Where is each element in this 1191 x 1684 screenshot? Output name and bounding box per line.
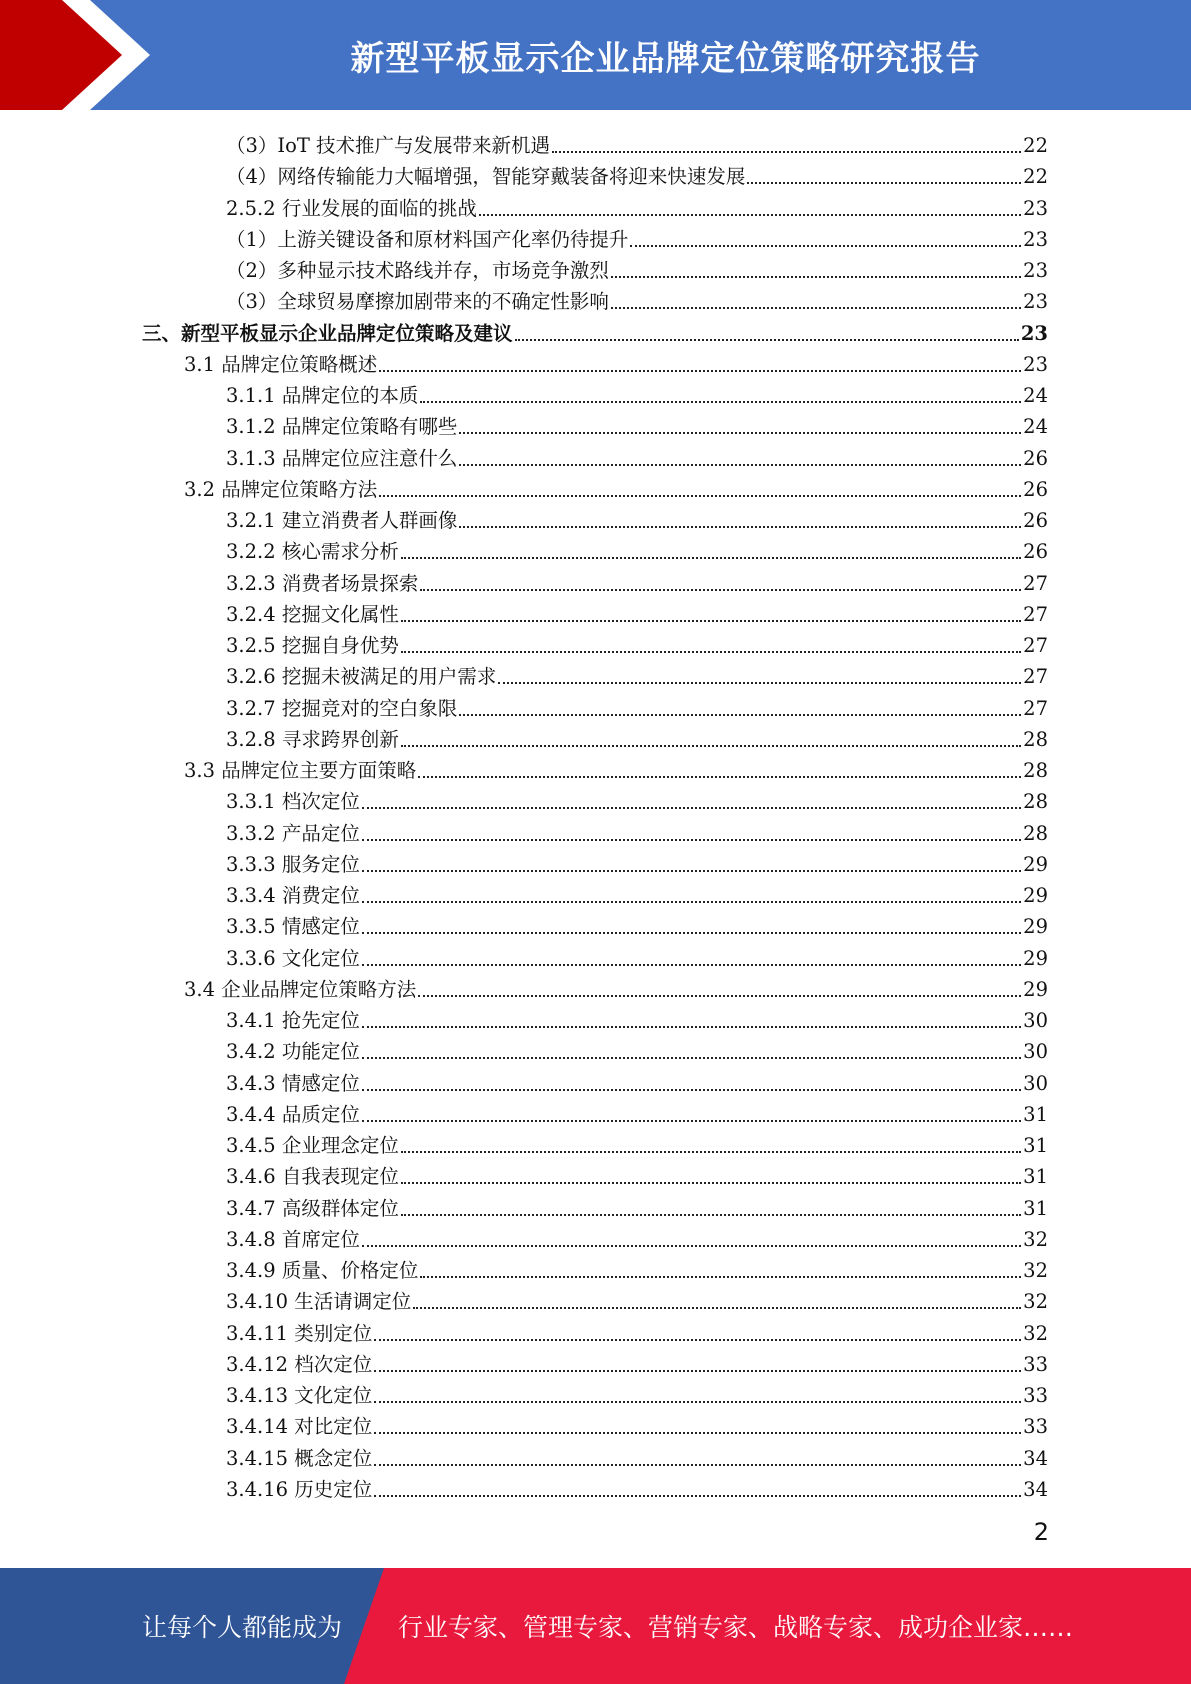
toc-entry-title: 3.2.7 挖掘竞对的空白象限 — [226, 696, 458, 720]
toc-entry[interactable] — [226, 1222, 1048, 1253]
toc-entry-page: 29 — [1023, 977, 1048, 1001]
toc-entry[interactable] — [226, 1472, 1048, 1503]
toc-dot-leader — [362, 900, 1021, 903]
toc-dot-leader — [362, 806, 1021, 809]
toc-entry[interactable] — [184, 753, 1048, 784]
toc-entry[interactable] — [226, 1441, 1048, 1472]
toc-entry-page: 32 — [1023, 1321, 1048, 1345]
toc-entry-title: 3.2.4 挖掘文化属性 — [226, 602, 399, 626]
toc-entry-page: 24 — [1023, 384, 1048, 407]
toc-entry-title: 3.3.3 服务定位 — [226, 852, 360, 876]
toc-entry[interactable] — [226, 1128, 1048, 1159]
toc-entry[interactable] — [226, 1034, 1048, 1065]
toc-entry[interactable] — [226, 441, 1048, 472]
toc-dot-leader — [459, 525, 1021, 528]
toc-entry-page: 22 — [1023, 134, 1048, 157]
toc-entry[interactable] — [226, 191, 1048, 222]
toc-dot-leader — [459, 713, 1021, 716]
toc-entry[interactable] — [226, 1316, 1048, 1347]
toc-entry-page: 31 — [1023, 1165, 1048, 1189]
toc-dot-leader — [611, 275, 1021, 278]
toc-entry[interactable] — [226, 659, 1048, 690]
toc-entry-title: 3.2.1 建立消费者人群画像 — [226, 509, 458, 532]
toc-entry[interactable] — [142, 316, 1048, 347]
toc-entry[interactable] — [226, 784, 1048, 815]
toc-entry[interactable] — [226, 816, 1048, 847]
toc-dot-leader — [362, 838, 1021, 841]
toc-entry-page: 32 — [1023, 1259, 1048, 1282]
toc-entry-title: 3.3.6 文化定位 — [226, 946, 360, 970]
toc-entry[interactable] — [226, 1097, 1048, 1128]
toc-dot-leader — [362, 963, 1021, 966]
toc-entry[interactable] — [184, 972, 1048, 1003]
toc-entry-page: 31 — [1023, 1134, 1048, 1157]
toc-entry-page: 26 — [1023, 540, 1048, 564]
toc-dot-leader — [362, 931, 1021, 934]
toc-entry-title: 3.1.2 品牌定位策略有哪些 — [226, 415, 458, 439]
toc-dot-leader — [374, 1338, 1021, 1341]
toc-entry-page: 30 — [1023, 1009, 1048, 1032]
toc-entry-page: 23 — [1023, 259, 1048, 282]
toc-entry-title: 3.4.11 类别定位 — [226, 1321, 373, 1345]
toc-dot-leader — [459, 431, 1021, 434]
toc-entry[interactable] — [226, 159, 1048, 190]
toc-entry-page: 30 — [1023, 1071, 1048, 1095]
toc-entry-title: 3.2 品牌定位策略方法 — [184, 477, 378, 501]
toc-entry-title: 3.4.2 功能定位 — [226, 1040, 360, 1064]
toc-entry-page: 31 — [1023, 1102, 1048, 1126]
toc-entry[interactable] — [226, 847, 1048, 878]
toc-entry-title: 3.2.8 寻求跨界创新 — [226, 727, 399, 751]
toc-dot-leader — [498, 681, 1021, 684]
toc-entry[interactable] — [226, 1347, 1048, 1378]
toc-entry-title: 3.2.2 核心需求分析 — [226, 540, 399, 564]
toc-entry-title: （3）IoT 技术推广与发展带来新机遇 — [226, 134, 551, 157]
toc-entry-page: 30 — [1023, 1040, 1048, 1064]
toc-entry-page: 23 — [1020, 321, 1048, 345]
toc-entry-title: 三、新型平板显示企业品牌定位策略及建议 — [142, 321, 513, 345]
toc-entry-title: 3.1 品牌定位策略概述 — [184, 352, 378, 376]
toc-entry-page: 23 — [1023, 290, 1048, 314]
toc-entry-title: 3.4.9 质量、价格定位 — [226, 1259, 419, 1282]
toc-entry-title: 3.4.16 历史定位 — [226, 1477, 373, 1501]
toc-entry-title: 3.4.7 高级群体定位 — [226, 1196, 399, 1220]
toc-entry-page: 23 — [1023, 196, 1048, 220]
toc-entry[interactable] — [226, 1378, 1048, 1409]
toc-entry-page: 27 — [1023, 665, 1048, 689]
toc-entry[interactable] — [226, 566, 1048, 597]
toc-entry-page: 27 — [1023, 571, 1048, 595]
toc-entry[interactable] — [226, 378, 1048, 409]
toc-entry-title: （2）多种显示技术路线并存，市场竞争激烈 — [226, 259, 609, 282]
toc-entry[interactable] — [226, 1253, 1048, 1284]
toc-entry-page: 31 — [1023, 1196, 1048, 1220]
toc-entry[interactable] — [226, 222, 1048, 253]
toc-entry-page: 34 — [1023, 1477, 1048, 1501]
toc-entry-page: 33 — [1023, 1384, 1048, 1407]
toc-entry-title: 3.4.12 档次定位 — [226, 1352, 373, 1376]
toc-entry-page: 32 — [1023, 1290, 1048, 1314]
toc-dot-leader — [362, 1025, 1021, 1028]
toc-dot-leader — [401, 556, 1021, 559]
toc-entry-page: 23 — [1023, 227, 1048, 251]
toc-entry[interactable] — [226, 128, 1048, 159]
toc-dot-leader — [747, 181, 1021, 184]
toc-entry-title: （4）网络传输能力大幅增强，智能穿戴装备将迎来快速发展 — [226, 165, 746, 189]
toc-entry-title: （1）上游关键设备和原材料国产化率仍待提升 — [226, 227, 629, 251]
toc-entry-page: 27 — [1023, 634, 1048, 657]
document-title: 新型平板显示企业品牌定位策略研究报告 — [350, 38, 981, 79]
toc-dot-leader — [374, 1463, 1021, 1466]
toc-entry[interactable] — [226, 628, 1048, 659]
toc-entry-title: 3.4.4 品质定位 — [226, 1102, 360, 1126]
toc-entry-title: 3.4.15 概念定位 — [226, 1446, 373, 1470]
toc-dot-leader — [374, 1431, 1021, 1434]
toc-dot-leader — [362, 1244, 1021, 1247]
toc-dot-leader — [401, 1213, 1021, 1216]
toc-dot-leader — [401, 650, 1021, 653]
toc-entry-title: 3.4.14 对比定位 — [226, 1415, 373, 1439]
toc-entry[interactable] — [226, 722, 1048, 753]
toc-entry-page: 29 — [1023, 852, 1048, 876]
toc-entry-page: 22 — [1023, 165, 1048, 189]
toc-entry[interactable] — [226, 691, 1048, 722]
toc-entry[interactable] — [226, 1409, 1048, 1440]
toc-dot-leader — [401, 1181, 1021, 1184]
toc-entry[interactable] — [226, 534, 1048, 565]
toc-dot-leader — [611, 306, 1021, 309]
toc-entry-page: 33 — [1023, 1415, 1048, 1439]
toc-entry-page: 27 — [1023, 696, 1048, 720]
footer-slogan-right: 行业专家、管理专家、营销专家、战略专家、成功企业家…… — [398, 1613, 1074, 1642]
toc-dot-leader — [479, 213, 1021, 216]
toc-entry-page: 26 — [1023, 477, 1048, 501]
toc-entry-title: 3.4.13 文化定位 — [226, 1384, 373, 1407]
toc-entry-title: 3.4.3 情感定位 — [226, 1071, 360, 1095]
toc-entry-page: 24 — [1023, 415, 1048, 439]
toc-dot-leader — [374, 1400, 1021, 1403]
toc-entry[interactable] — [226, 409, 1048, 440]
toc-entry-title: 3.2.6 挖掘未被满足的用户需求 — [226, 665, 497, 689]
toc-entry-page: 28 — [1023, 790, 1048, 814]
toc-entry-title: 3.4.8 首席定位 — [226, 1227, 360, 1251]
toc-entry-title: 3.4 企业品牌定位策略方法 — [184, 977, 417, 1001]
toc-entry-page: 29 — [1023, 884, 1048, 907]
page-header — [0, 0, 1191, 110]
toc-entry-title: 2.5.2 行业发展的面临的挑战 — [226, 196, 477, 220]
toc-entry[interactable] — [226, 597, 1048, 628]
toc-dot-leader — [420, 1275, 1021, 1278]
toc-dot-leader — [401, 1150, 1021, 1153]
toc-entry-title: 3.2.3 消费者场景探索 — [226, 571, 419, 595]
toc-entry-page: 23 — [1023, 352, 1048, 376]
toc-entry-title: 3.3.1 档次定位 — [226, 790, 360, 814]
toc-dot-leader — [362, 1056, 1021, 1059]
toc-entry[interactable] — [226, 1159, 1048, 1190]
toc-entry[interactable] — [226, 1003, 1048, 1034]
toc-dot-leader — [630, 244, 1021, 247]
toc-entry-title: 3.4.1 抢先定位 — [226, 1009, 360, 1032]
toc-entry-page: 29 — [1023, 915, 1048, 939]
toc-dot-leader — [374, 1494, 1021, 1497]
toc-dot-leader — [379, 494, 1021, 497]
toc-dot-leader — [420, 588, 1021, 591]
toc-dot-leader — [374, 1369, 1021, 1372]
toc-entry-title: （3）全球贸易摩擦加剧带来的不确定性影响 — [226, 290, 609, 314]
toc-entry[interactable] — [226, 878, 1048, 909]
toc-entry-title: 3.4.6 自我表现定位 — [226, 1165, 399, 1189]
toc-entry[interactable] — [226, 1284, 1048, 1315]
toc-entry-page: 28 — [1023, 759, 1048, 782]
page-footer — [0, 1568, 1191, 1684]
page-number: 2 — [1033, 1518, 1049, 1546]
toc-entry[interactable] — [184, 347, 1048, 378]
toc-entry-page: 34 — [1023, 1446, 1048, 1470]
toc-dot-leader — [401, 619, 1021, 622]
toc-entry-page: 27 — [1023, 602, 1048, 626]
toc-entry-title: 3.1.1 品牌定位的本质 — [226, 384, 419, 407]
toc-entry-title: 3.3.5 情感定位 — [226, 915, 360, 939]
toc-entry-title: 3.3.4 消费定位 — [226, 884, 360, 907]
toc-entry-page: 29 — [1023, 946, 1048, 970]
toc-dot-leader — [459, 463, 1021, 466]
toc-entry[interactable] — [184, 472, 1048, 503]
toc-entry-title: 3.4.5 企业理念定位 — [226, 1134, 399, 1157]
toc-dot-leader — [362, 1119, 1021, 1122]
toc-dot-leader — [552, 150, 1021, 153]
toc-entry-page: 26 — [1023, 509, 1048, 532]
footer-slogan-left: 让每个人都能成为 — [142, 1613, 343, 1642]
toc-entry[interactable] — [226, 941, 1048, 972]
toc-entry-page: 28 — [1023, 821, 1048, 845]
toc-entry-title: 3.4.10 生活请调定位 — [226, 1290, 412, 1314]
toc-dot-leader — [401, 744, 1021, 747]
toc-dot-leader — [420, 400, 1021, 403]
toc-entry-title: 3.3.2 产品定位 — [226, 821, 360, 845]
toc-entry[interactable] — [226, 253, 1048, 284]
toc-dot-leader — [362, 1088, 1021, 1091]
toc-dot-leader — [413, 1306, 1021, 1309]
toc-dot-leader — [418, 994, 1021, 997]
toc-entry[interactable] — [226, 1191, 1048, 1222]
toc-dot-leader — [418, 775, 1021, 778]
toc-entry-page: 28 — [1023, 727, 1048, 751]
toc-entry[interactable] — [226, 503, 1048, 534]
toc-entry[interactable] — [226, 284, 1048, 315]
toc-entry-page: 32 — [1023, 1227, 1048, 1251]
toc-entry-page: 26 — [1023, 446, 1048, 470]
toc-entry-title: 3.2.5 挖掘自身优势 — [226, 634, 399, 657]
toc-dot-leader — [379, 369, 1021, 372]
toc-dot-leader — [515, 338, 1019, 341]
toc-entry-title: 3.1.3 品牌定位应注意什么 — [226, 446, 458, 470]
toc-entry-title: 3.3 品牌定位主要方面策略 — [184, 759, 417, 782]
toc-entry[interactable] — [226, 909, 1048, 940]
toc-entry[interactable] — [226, 1066, 1048, 1097]
toc-entry-page: 33 — [1023, 1352, 1048, 1376]
toc-dot-leader — [362, 869, 1021, 872]
red-arrow-graphic — [0, 0, 160, 110]
